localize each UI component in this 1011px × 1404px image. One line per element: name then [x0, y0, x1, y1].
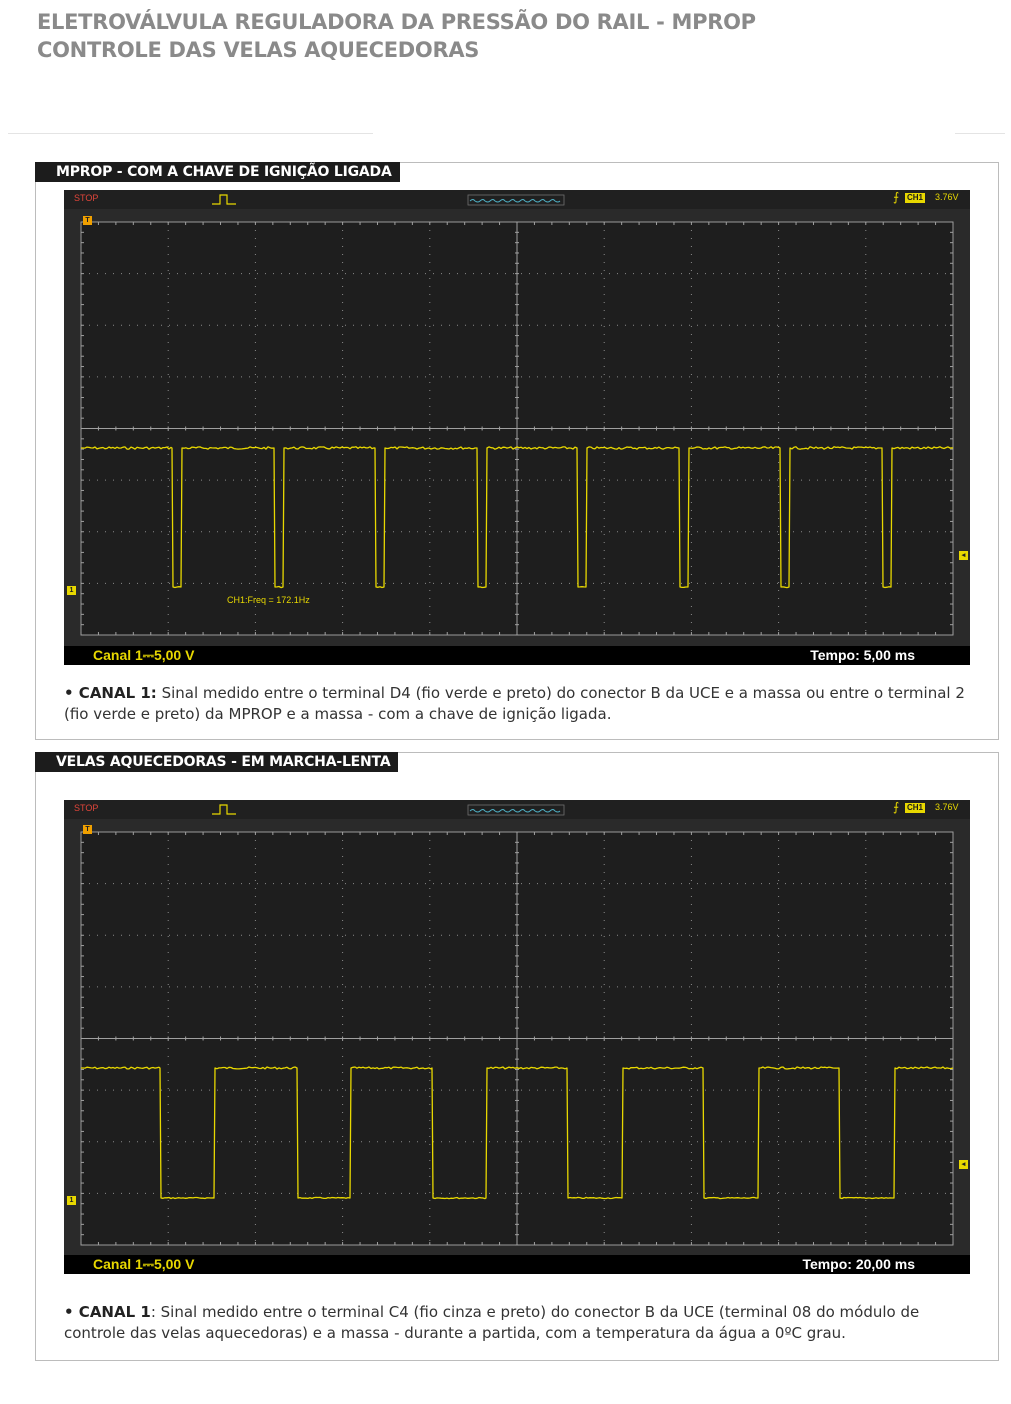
oscilloscope-display	[64, 190, 970, 665]
oscilloscope-screen	[64, 190, 970, 665]
status-stop: STOP	[74, 193, 99, 203]
timebase-scale: Tempo: 5,00 ms	[810, 647, 915, 663]
scope-status-strip	[64, 190, 970, 209]
page-title	[37, 8, 756, 64]
channel-scale: Canal 1⎓5,00 V	[93, 647, 195, 663]
trigger-level: 3.76V	[935, 802, 959, 812]
trigger-position-marker: T	[83, 216, 92, 225]
title-line-2: CONTROLE DAS VELAS AQUECEDORAS	[37, 38, 480, 62]
trigger-level: 3.76V	[935, 192, 959, 202]
frequency-measurement: CH1:Freq = 172.1Hz	[227, 595, 310, 605]
oscilloscope-display	[64, 800, 970, 1274]
caption	[64, 1302, 984, 1344]
caption-text: Sinal medido entre o terminal D4 (fio verde e preto) do conector B da UCE e a massa ou entre o terminal 2 (fio verde e preto) da MPROP e a massa - com a chave de ignição ligada.	[64, 684, 965, 723]
channel-badge: CH1	[907, 803, 924, 812]
divider-right	[955, 133, 1005, 134]
trigger-slope-icon: ⨍	[893, 800, 900, 814]
scope-status-bar	[64, 646, 970, 665]
scope-status-strip	[64, 800, 970, 819]
timebase-scale: Tempo: 20,00 ms	[802, 1256, 915, 1272]
channel-ground-marker: 1	[67, 1196, 76, 1205]
caption-label: • CANAL 1:	[64, 684, 157, 702]
channel-badge: CH1	[907, 193, 924, 202]
trigger-position-marker: T	[83, 825, 92, 834]
channel-ground-marker: 1	[67, 586, 76, 595]
channel-scale: Canal 1⎓5,00 V	[93, 1256, 195, 1272]
trigger-level-marker: ◂	[959, 1160, 968, 1169]
oscilloscope-screen	[64, 800, 970, 1274]
divider-left	[8, 133, 373, 134]
scope-panel-velas	[35, 752, 999, 1361]
caption-text: : Sinal medido entre o terminal C4 (fio cinza e preto) do conector B da UCE (terminal 08 do módulo de controle das velas aquecedoras) e a massa - durante a partida, com a temperatura da água a 0ºC grau.	[64, 1303, 920, 1342]
status-stop: STOP	[74, 803, 99, 813]
trigger-slope-icon: ⨍	[893, 190, 900, 204]
scope-status-bar	[64, 1255, 970, 1274]
trigger-level-marker: ◂	[959, 551, 968, 560]
title-line-1: ELETROVÁLVULA REGULADORA DA PRESSÃO DO RAIL - MPROP	[37, 10, 756, 34]
scope-panel-mprop	[35, 162, 999, 740]
caption-label: • CANAL 1	[64, 1303, 151, 1321]
caption	[64, 683, 984, 725]
panel-label: MPROP - COM A CHAVE DE IGNIÇÃO LIGADA	[35, 162, 400, 182]
panel-label: VELAS AQUECEDORAS - EM MARCHA-LENTA	[35, 752, 398, 772]
